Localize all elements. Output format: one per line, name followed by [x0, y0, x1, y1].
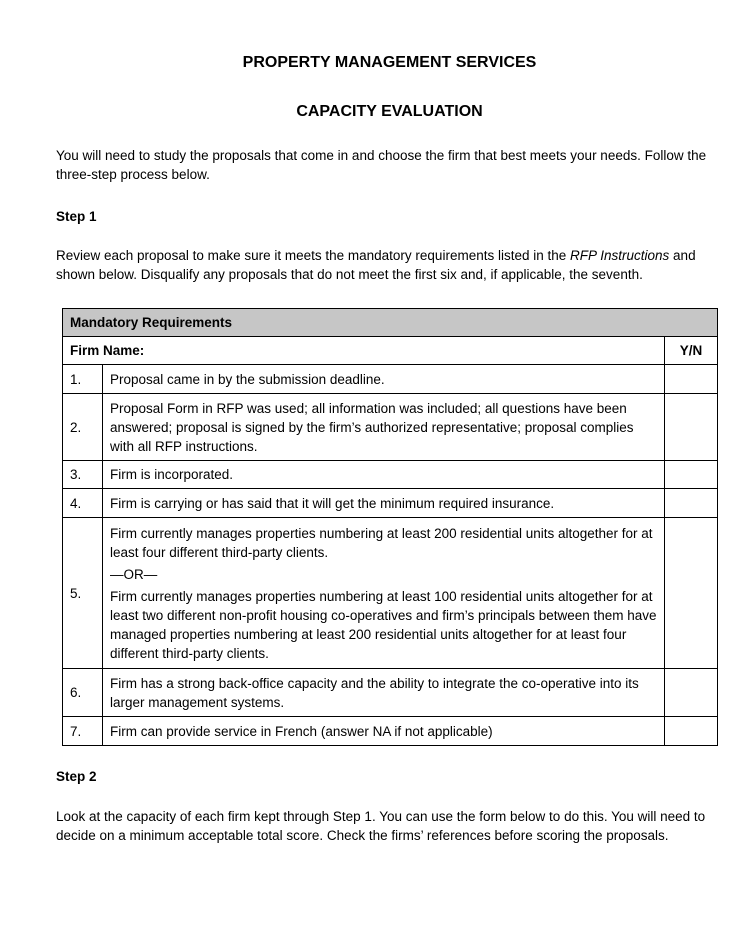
- row-number: 3.: [63, 461, 103, 489]
- table-row: [63, 518, 718, 669]
- step1-heading: Step 1: [56, 209, 97, 224]
- row-text: Firm has a strong back-office capacity and the ability to integrate the co-operative into its larger management systems.: [103, 669, 665, 717]
- step1-text-italic: RFP Instructions: [570, 248, 670, 263]
- mandatory-requirements-table: [62, 308, 718, 746]
- yn-cell[interactable]: [665, 489, 718, 518]
- row-text: Firm can provide service in French (answer NA if not applicable): [103, 717, 665, 746]
- step1-text-after: and shown below. Disqualify any proposals that do not meet the first six and, if applicable, the seventh.: [56, 248, 696, 282]
- row-text: Proposal came in by the submission deadline.: [103, 365, 665, 394]
- row-number: 4.: [63, 489, 103, 518]
- row-text: [103, 518, 665, 669]
- row-text: Firm is incorporated.: [103, 461, 665, 489]
- or-separator: —OR—: [110, 566, 158, 582]
- table-header: Mandatory Requirements: [63, 309, 718, 337]
- row-text-option-b: Firm currently manages properties numbering at least 100 residential units altogether for at least two different non-profit housing co-operatives and firm’s principals between them have managed properties numbering at least 200 residential units altogether for at least four different third-party clients.: [110, 588, 657, 661]
- yn-cell[interactable]: [665, 518, 718, 669]
- table-row: [63, 365, 718, 394]
- step1-paragraph: [56, 246, 720, 284]
- yn-label: Y/N: [665, 337, 718, 365]
- step1-text-before: Review each proposal to make sure it meets the mandatory requirements listed in the: [56, 248, 571, 263]
- document-subtitle: CAPACITY EVALUATION: [296, 103, 483, 120]
- yn-cell[interactable]: [665, 394, 718, 461]
- row-number: 7.: [63, 717, 103, 746]
- yn-cell[interactable]: [665, 461, 718, 489]
- table-row: [63, 489, 718, 518]
- row-number: 5.: [63, 518, 103, 669]
- yn-cell[interactable]: [665, 365, 718, 394]
- row-text-option-a: Firm currently manages properties numbering at least 200 residential units altogether for at least four different third-party clients.: [110, 525, 653, 560]
- table-row: [63, 717, 718, 746]
- row-text: Firm is carrying or has said that it will get the minimum required insurance.: [103, 489, 665, 518]
- row-number: 1.: [63, 365, 103, 394]
- row-text: Proposal Form in RFP was used; all information was included; all questions have been answered; proposal is signed by the firm’s authorized representative; proposal complies with all RFP instructions.: [103, 394, 665, 461]
- intro-paragraph: You will need to study the proposals that come in and choose the firm that best meets your needs. Follow the three-step process below.: [56, 148, 707, 182]
- table-row: [63, 669, 718, 717]
- step2-heading: Step 2: [56, 769, 97, 784]
- table-row: [63, 394, 718, 461]
- row-number: 2.: [63, 394, 103, 461]
- table-header-row: [63, 309, 718, 337]
- yn-cell[interactable]: [665, 669, 718, 717]
- yn-cell[interactable]: [665, 717, 718, 746]
- firm-name-row: [63, 337, 718, 365]
- row-number: 6.: [63, 669, 103, 717]
- document-title: PROPERTY MANAGEMENT SERVICES: [242, 54, 537, 71]
- step2-paragraph: Look at the capacity of each firm kept through Step 1. You can use the form below to do this. You will need to decide on a minimum acceptable total score. Check the firms’ references before scoring the proposals.: [56, 809, 706, 843]
- firm-name-label: Firm Name:: [63, 337, 665, 365]
- table-row: [63, 461, 718, 489]
